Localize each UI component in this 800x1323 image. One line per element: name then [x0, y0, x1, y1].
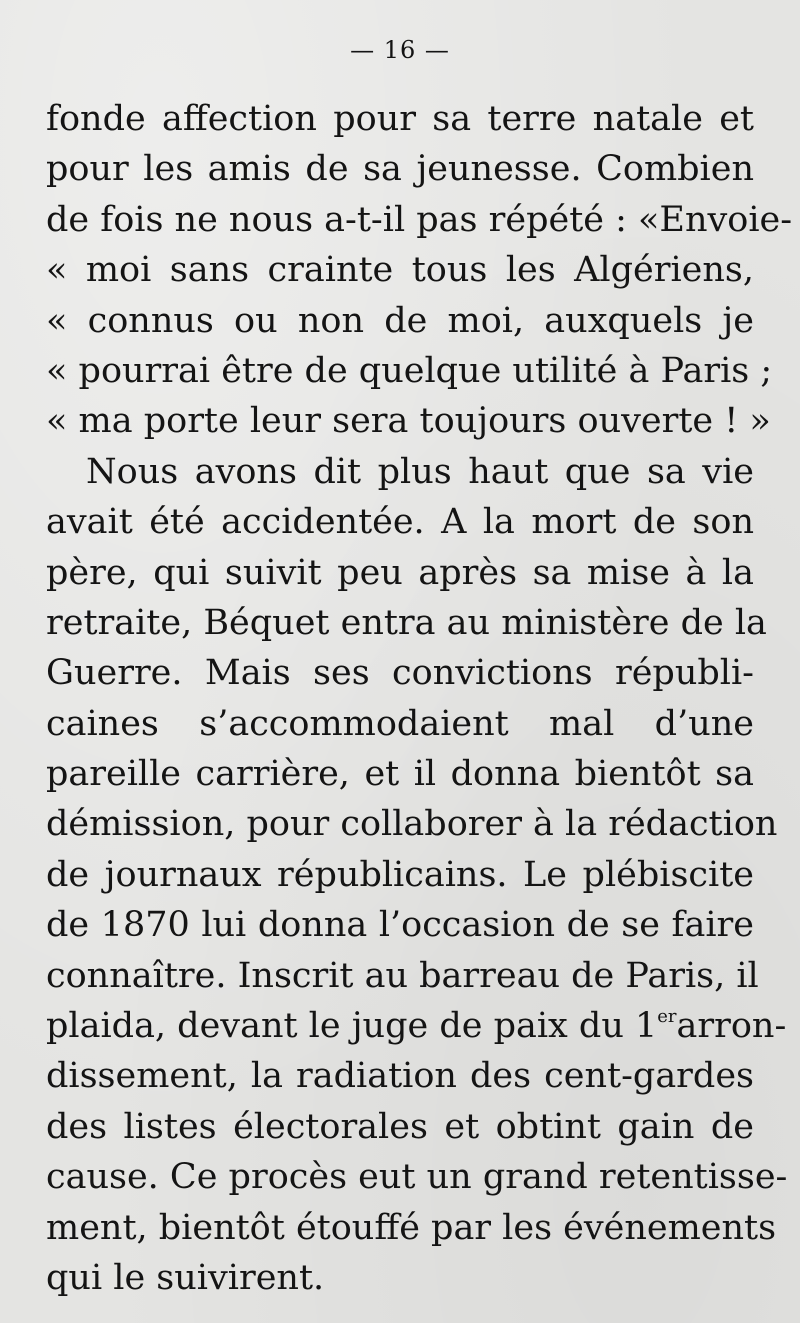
- text-line: « connus ou non de moi, auxquels je: [46, 300, 754, 341]
- text-line: de journaux républicains. Le plébiscite: [46, 854, 754, 895]
- text-line: connaître. Inscrit au barreau de Paris, il: [46, 955, 759, 996]
- text-line: pour les amis de sa jeunesse. Combien: [46, 149, 754, 190]
- text-segment: arron-: [676, 1006, 787, 1047]
- text-line: ment, bientôt étouffé par les événements: [46, 1207, 777, 1248]
- text-line: pareille carrière, et il donna bientôt sa: [46, 754, 754, 795]
- body-text: [46, 94, 793, 1303]
- text-line: caines s’accommodaient mal d’une: [46, 703, 754, 744]
- text-line: des listes électorales et obtint gain de: [46, 1106, 754, 1147]
- text-segment: plaida, devant le juge de paix du 1: [46, 1006, 658, 1047]
- text-line-with-ordinal: [46, 1001, 787, 1051]
- text-line: retraite, Béquet entra au ministère de la: [46, 602, 767, 643]
- text-line: avait été accidentée. A la mort de son: [46, 502, 754, 543]
- text-line: Guerre. Mais ses convictions républi-: [46, 653, 754, 694]
- text-line: dissement, la radiation des cent-gardes: [46, 1056, 754, 1097]
- paragraph-start-line: Nous avons dit plus haut que sa vie: [86, 451, 754, 492]
- ordinal-superscript: er: [657, 1006, 677, 1028]
- text-line: démission, pour collaborer à la rédaction: [46, 804, 778, 845]
- text-line: « ma porte leur sera toujours ouverte ! »: [46, 401, 771, 442]
- text-line: de 1870 lui donna l’occasion de se faire: [46, 905, 754, 946]
- page-number: — 16 —: [350, 36, 450, 64]
- text-line: qui le suivirent.: [46, 1257, 325, 1298]
- text-line: « moi sans crainte tous les Algériens,: [46, 250, 754, 291]
- text-line: de fois ne nous a-t-il pas répété : «Envoie-: [46, 199, 793, 240]
- text-line: cause. Ce procès eut un grand retentisse-: [46, 1157, 788, 1198]
- text-line: père, qui suivit peu après sa mise à la: [46, 552, 754, 593]
- text-line: « pourrai être de quelque utilité à Paris ;: [46, 350, 773, 391]
- text-line: fonde affection pour sa terre natale et: [46, 99, 754, 139]
